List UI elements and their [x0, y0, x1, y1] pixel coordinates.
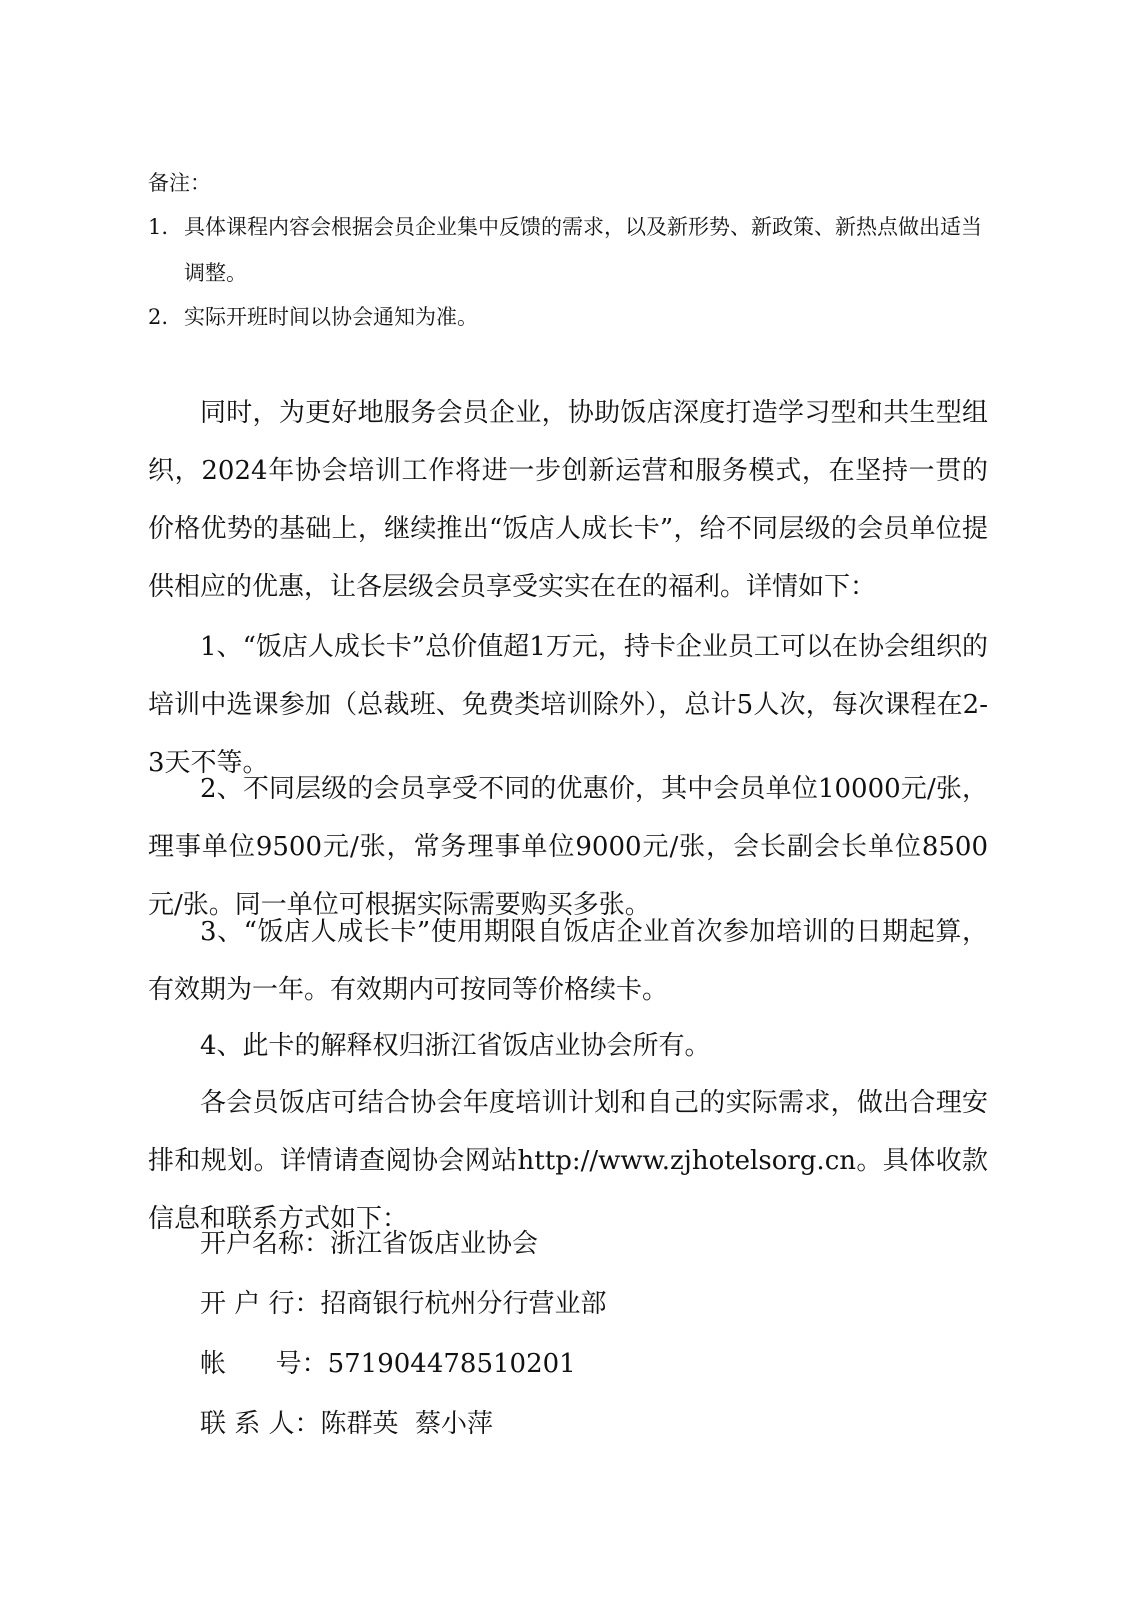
card-value-paragraph: 1、“饭店人成长卡”总价值超1万元，持卡企业员工可以在协会组织的培训中选课参加（总裁班、免费类培训除外），总计5人次，每次课程在2-3天不等。 [148, 632, 988, 778]
contacts-line: 联 系 人：陈群英 蔡小萍 [200, 1409, 494, 1439]
closing-paragraph: 各会员饭店可结合协会年度培训计划和自己的实际需求，做出合理安排和规划。详情请查阅协会网站http://www.zjhotelsorg.cn。具体收款信息和联系方式如下： [148, 1088, 988, 1234]
notes-title: 备注： [148, 171, 211, 195]
account-name-line: 开户名称：浙江省饭店业协会 [200, 1229, 539, 1259]
bank-line: 开 户 行：招商银行杭州分行营业部 [200, 1289, 607, 1319]
note-number: 2. [148, 305, 169, 329]
note-item-1 [148, 204, 988, 296]
account-number-line: 帐 号：571904478510201 [200, 1349, 576, 1379]
note-number: 1. [148, 215, 169, 239]
note-item-2 [148, 294, 988, 340]
note-text: 实际开班时间以协会通知为准。 [184, 305, 478, 329]
interpretation-paragraph: 4、此卡的解释权归浙江省饭店业协会所有。 [200, 1031, 711, 1061]
intro-paragraph: 同时，为更好地服务会员企业，协助饭店深度打造学习型和共生型组织，2024年协会培训工作将进一步创新运营和服务模式，在坚持一贯的价格优势的基础上，继续推出“饭店人成长卡”，给不同层级的会员单位提供相应的优惠，让各层级会员享受实实在在的福利。详情如下： [148, 398, 988, 602]
validity-paragraph: 3、“饭店人成长卡”使用期限自饭店企业首次参加培训的日期起算，有效期为一年。有效期内可按同等价格续卡。 [148, 917, 988, 1005]
pricing-paragraph: 2、不同层级的会员享受不同的优惠价，其中会员单位10000元/张，理事单位9500元/张，常务理事单位9000元/张，会长副会长单位8500元/张。同一单位可根据实际需要购买多张。 [148, 774, 988, 920]
note-text: 具体课程内容会根据会员企业集中反馈的需求，以及新形势、新政策、新热点做出适当调整。 [184, 215, 982, 285]
